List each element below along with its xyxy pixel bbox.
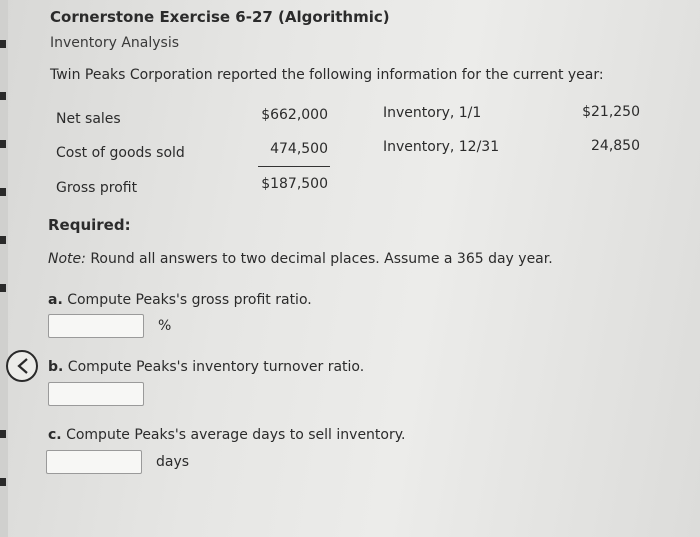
question-a-letter: a. bbox=[48, 292, 63, 308]
question-b-text: Compute Peaks's inventory turnover ratio. bbox=[67, 359, 365, 375]
required-heading: Required: bbox=[48, 216, 131, 234]
gross-profit-ratio-input[interactable] bbox=[48, 314, 144, 338]
question-b bbox=[48, 359, 364, 375]
strip-marker bbox=[0, 188, 6, 196]
strip-marker bbox=[0, 478, 6, 486]
question-c-letter: c. bbox=[48, 427, 62, 443]
gross-profit-label: Gross profit bbox=[56, 180, 138, 196]
question-a-text: Compute Peaks's gross profit ratio. bbox=[67, 292, 312, 308]
gross-profit-value: $187,500 bbox=[261, 176, 328, 192]
question-c-text: Compute Peaks's average days to sell inventory. bbox=[66, 427, 406, 443]
exercise-page bbox=[18, 0, 700, 537]
back-button[interactable] bbox=[6, 350, 38, 382]
exercise-title: Cornerstone Exercise 6-27 (Algorithmic) bbox=[50, 8, 390, 26]
exercise-subtitle: Inventory Analysis bbox=[50, 35, 180, 51]
exercise-intro: Twin Peaks Corporation reported the following information for the current year: bbox=[50, 67, 604, 83]
net-sales-value: $662,000 bbox=[261, 107, 328, 123]
strip-marker bbox=[0, 236, 6, 244]
net-sales-label: Net sales bbox=[56, 111, 121, 127]
left-edge-strip bbox=[0, 0, 8, 537]
question-b-letter: b. bbox=[48, 359, 64, 375]
chevron-left-icon bbox=[17, 358, 29, 374]
question-a bbox=[48, 292, 312, 308]
note-prefix: Note: bbox=[48, 251, 86, 267]
strip-marker bbox=[0, 40, 6, 48]
required-note bbox=[48, 251, 553, 267]
note-text: Round all answers to two decimal places. Assume a 365 day year. bbox=[90, 251, 553, 267]
cogs-label: Cost of goods sold bbox=[56, 145, 185, 161]
percent-unit: % bbox=[158, 318, 172, 334]
cogs-value: 474,500 bbox=[270, 141, 328, 157]
strip-marker bbox=[0, 140, 6, 148]
strip-marker bbox=[0, 284, 6, 292]
days-to-sell-input[interactable] bbox=[46, 450, 142, 474]
inventory-end-label: Inventory, 12/31 bbox=[383, 139, 500, 155]
question-c bbox=[48, 427, 405, 443]
subtotal-rule bbox=[258, 166, 330, 167]
inventory-end-value: 24,850 bbox=[591, 138, 640, 154]
days-unit: days bbox=[156, 454, 190, 470]
strip-marker bbox=[0, 430, 6, 438]
strip-marker bbox=[0, 92, 6, 100]
inventory-turnover-input[interactable] bbox=[48, 382, 144, 406]
inventory-begin-label: Inventory, 1/1 bbox=[383, 105, 482, 121]
inventory-begin-value: $21,250 bbox=[582, 104, 640, 120]
